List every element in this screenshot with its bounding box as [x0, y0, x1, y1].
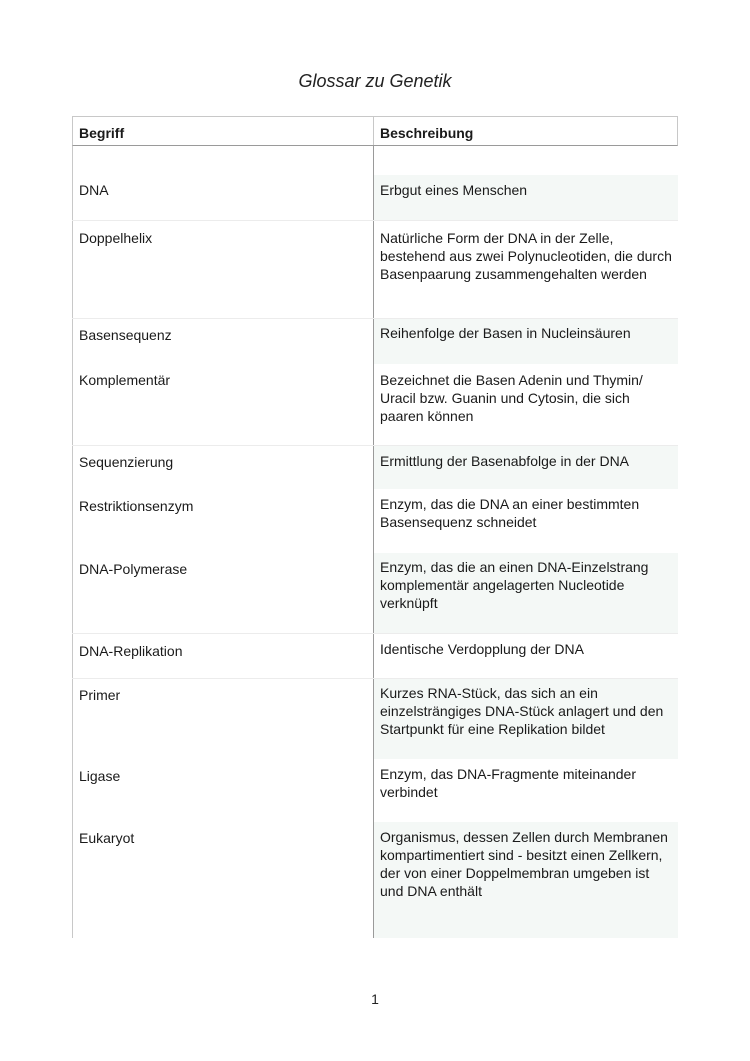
- table-row: [72, 364, 678, 445]
- term-cell: Ligase: [72, 759, 374, 822]
- table-header-row: [72, 116, 678, 146]
- description-cell: Enzym, das die an einen DNA-Einzelstrang komplementär angelagerten Nucleotide verknüpft: [374, 553, 678, 633]
- description-cell: Enzym, das die DNA an einer bestimmten Basensequenz schneidet: [380, 496, 640, 530]
- page-title: Glossar zu Genetik: [298, 71, 452, 91]
- term-cell: Sequenzierung: [72, 446, 374, 489]
- column-header-description: Beschreibung: [380, 125, 474, 141]
- term-cell: DNA-Replikation: [72, 634, 374, 678]
- term-cell: DNA: [72, 175, 374, 220]
- glossary-table: [72, 116, 678, 938]
- term-cell: Doppelhelix: [72, 221, 374, 318]
- term-cell: DNA-Polymerase: [72, 553, 374, 633]
- table-spacer-row: [72, 146, 678, 175]
- table-row: [72, 445, 678, 489]
- table-row: [72, 759, 678, 822]
- description-cell: Reihenfolge der Basen in Nucleinsäuren: [374, 319, 678, 364]
- term-cell: Eukaryot: [72, 822, 374, 938]
- table-row: [72, 678, 678, 759]
- table-row: [72, 318, 678, 364]
- description-cell: Organismus, dessen Zellen durch Membranen kompartimentiert sind - besitzt einen Zellkern, der von einer Doppelmembran umgeben ist und DNA enthält: [374, 822, 678, 938]
- description-cell: Identische Verdopplung der DNA: [380, 641, 584, 657]
- page-number: 1: [371, 991, 379, 1007]
- term-cell: Primer: [72, 679, 374, 759]
- description-cell: Natürliche Form der DNA in der Zelle, bestehend aus zwei Polynucleotiden, die durch Basenpaarung zusammengehalten werden: [380, 230, 672, 282]
- term-cell: Restriktionsenzym: [72, 489, 374, 553]
- description-cell: Bezeichnet die Basen Adenin und Thymin/ Uracil bzw. Guanin und Cytosin, die sich paaren können: [380, 372, 643, 424]
- description-cell: [374, 146, 678, 175]
- table-row: [72, 489, 678, 553]
- description-cell: Enzym, das DNA-Fragmente miteinander verbindet: [380, 766, 636, 800]
- description-cell: Kurzes RNA-Stück, das sich an ein einzelsträngiges DNA-Stück anlagert und den Startpunkt für eine Replikation bildet: [374, 679, 678, 759]
- term-cell: [72, 146, 374, 175]
- term-cell: Komplementär: [72, 364, 374, 445]
- description-cell: Ermittlung der Basenabfolge in der DNA: [374, 446, 678, 489]
- table-row: [72, 220, 678, 318]
- table-row: [72, 633, 678, 678]
- column-header-term: Begriff: [73, 117, 374, 145]
- term-cell: Basensequenz: [72, 319, 374, 364]
- table-row: [72, 553, 678, 633]
- table-row: [72, 175, 678, 220]
- description-cell: Erbgut eines Menschen: [374, 175, 678, 220]
- table-row: [72, 822, 678, 938]
